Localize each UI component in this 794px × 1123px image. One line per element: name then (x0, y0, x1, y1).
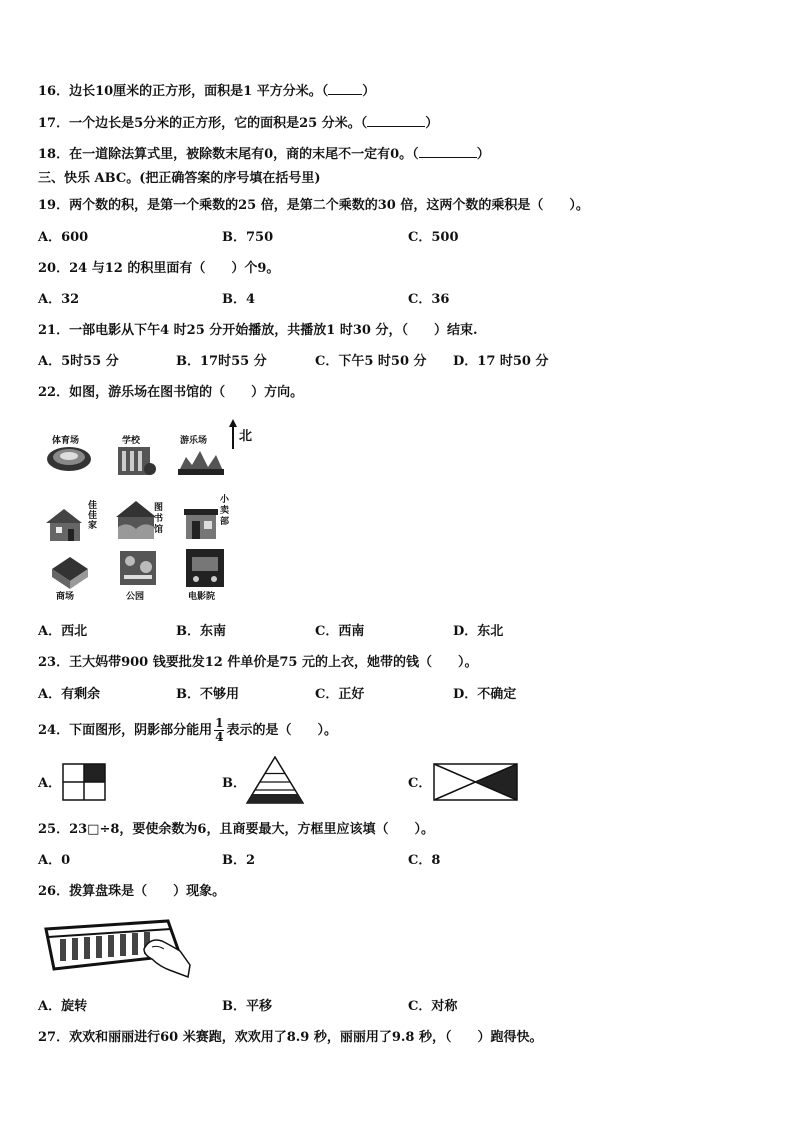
q20-option-a[interactable]: A．32 (38, 292, 80, 307)
answer-blank-18[interactable] (419, 145, 477, 158)
gym-label: 体育场 (52, 436, 80, 446)
question-27-text: 27．欢欢和丽丽进行60 米赛跑，欢欢用了8.9 秒，丽丽用了9.8 秒，（ ）跑得快。 (38, 1030, 543, 1045)
q22-option-c[interactable]: C．西南 (315, 624, 365, 639)
q26-option-a[interactable]: A．旋转 (38, 999, 88, 1014)
q24-option-c[interactable]: C． (408, 776, 432, 791)
amusement-park-label: 游乐场 (180, 436, 208, 446)
q19-option-c[interactable]: C．500 (408, 230, 459, 245)
fraction-numerator: 1 (215, 716, 224, 730)
question-24-text-after: 表示的是（ ）。 (226, 723, 337, 738)
question-24-text-before: 24．下面图形，阴影部分能用 (38, 723, 213, 738)
mall-label: 商场 (56, 592, 75, 602)
mall-icon (46, 551, 96, 591)
question-20-text: 20．24 与12 的积里面有（ ）个9。 (38, 261, 280, 276)
q24-option-a[interactable]: A． (38, 776, 62, 791)
rectangle-triangle-shaded-figure (433, 763, 519, 801)
house-icon (42, 501, 92, 545)
square-quarter-shaded-figure (62, 763, 106, 801)
park-label: 公园 (126, 592, 145, 602)
q21-option-d[interactable]: D．17 时50 分 (453, 354, 549, 369)
triangle-striped-figure (246, 756, 304, 804)
cinema-icon (182, 547, 232, 591)
section-3-heading: 三、快乐 ABC。(把正确答案的序号填在括号里) (38, 171, 321, 186)
question-24 (38, 716, 337, 746)
answer-blank-16[interactable] (328, 82, 362, 95)
q20-option-c[interactable]: C．36 (408, 292, 450, 307)
north-arrow-icon (229, 419, 237, 449)
q21-option-c[interactable]: C．下午5 时50 分 (315, 354, 427, 369)
paren-close: ） (362, 84, 376, 99)
q19-option-a[interactable]: A．600 (38, 230, 89, 245)
question-17-text: 17．一个边长是5分米的正方形，它的面积是25 分米。（ (38, 116, 368, 131)
question-21-text: 21．一部电影从下午4 时25 分开始播放，共播放1 时30 分，（ ）结束. (38, 323, 478, 338)
question-16 (38, 82, 375, 101)
q26-option-c[interactable]: C．对称 (408, 999, 458, 1014)
fraction-one-quarter (214, 717, 224, 744)
q24-option-b[interactable]: B． (222, 776, 246, 791)
question-22-text: 22．如图，游乐场在图书馆的（ ）方向。 (38, 385, 304, 400)
question-26-text: 26．拨算盘珠是（ ）现象。 (38, 884, 226, 899)
q21-option-a[interactable]: A．5时55 分 (38, 354, 119, 369)
q26-option-b[interactable]: B．平移 (222, 999, 272, 1014)
q19-option-b[interactable]: B．750 (222, 230, 274, 245)
q23-option-b[interactable]: B．不够用 (176, 687, 239, 702)
school-label: 学校 (122, 436, 141, 446)
q22-option-b[interactable]: B．东南 (176, 624, 226, 639)
question-19-text: 19．两个数的积，是第一个乘数的25 倍，是第二个乘数的30 倍，这两个数的乘积是（ ）。 (38, 198, 589, 213)
q23-option-c[interactable]: C．正好 (315, 687, 365, 702)
question-23-text: 23．王大妈带900 钱要批发12 件单价是75 元的上衣，她带的钱（ ）。 (38, 655, 478, 670)
question-17 (38, 114, 438, 133)
home-label: 佳佳家 (88, 501, 98, 531)
cinema-label: 电影院 (188, 592, 216, 602)
question-18 (38, 145, 490, 164)
q25-option-a[interactable]: A．0 (38, 853, 71, 868)
q22-option-d[interactable]: D．东北 (453, 624, 504, 639)
paren-close: ） (476, 147, 490, 162)
question-25-text: 25．23□÷8，要使余数为6，且商要最大，方框里应该填（ ）。 (38, 822, 434, 837)
fraction-denominator: 4 (215, 730, 224, 744)
question-16-text: 16．边长10厘米的正方形，面积是1 平方分米。（ (38, 84, 329, 99)
paren-close: ） (425, 116, 439, 131)
q25-option-c[interactable]: C．8 (408, 853, 441, 868)
question-18-text: 18．在一道除法算式里，被除数末尾有0，商的末尾不一定有0。（ (38, 147, 419, 162)
answer-blank-17[interactable] (367, 114, 425, 127)
shop-label: 小卖部 (220, 495, 230, 527)
q25-option-b[interactable]: B．2 (222, 853, 256, 868)
library-label: 图书馆 (154, 503, 164, 535)
abacus-hand-figure (40, 915, 192, 981)
q22-option-a[interactable]: A．西北 (38, 624, 88, 639)
park-icon (114, 547, 164, 591)
campus-map (40, 417, 260, 607)
q21-option-b[interactable]: B．17时55 分 (176, 354, 267, 369)
q23-option-d[interactable]: D．不确定 (453, 687, 517, 702)
q20-option-b[interactable]: B．4 (222, 292, 256, 307)
q23-option-a[interactable]: A．有剩余 (38, 687, 101, 702)
north-label: 北 (239, 429, 253, 444)
